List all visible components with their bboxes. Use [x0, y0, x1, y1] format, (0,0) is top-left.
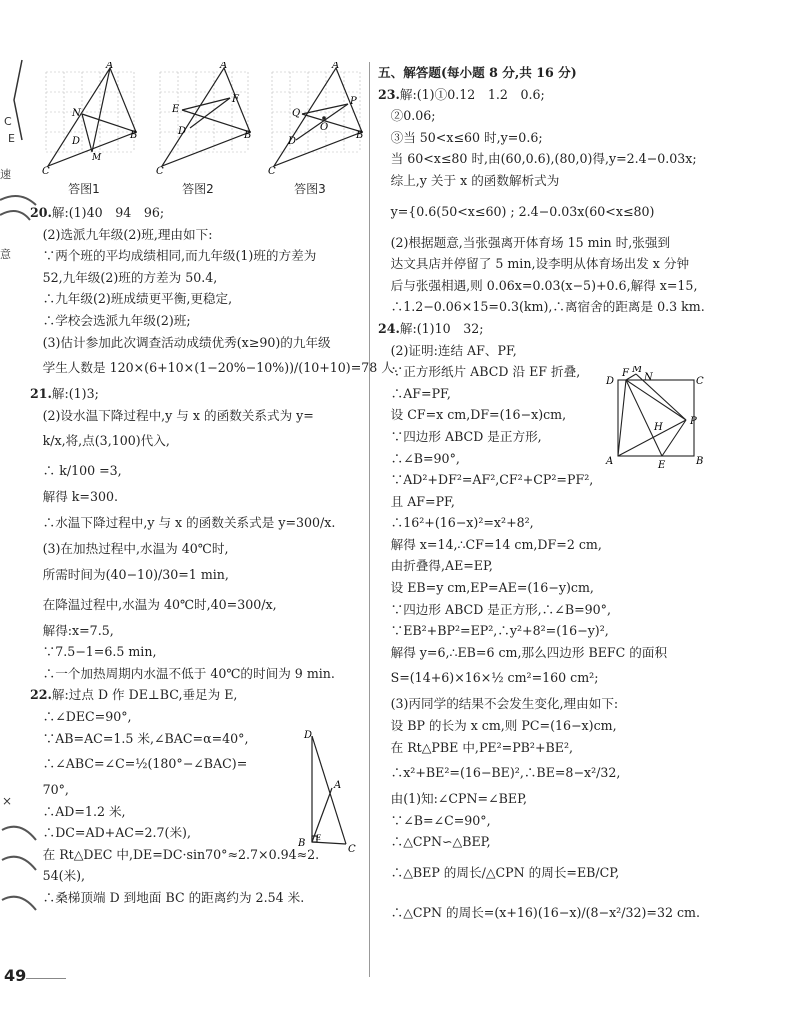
svg-text:E: E [658, 460, 666, 470]
text-line: 达文具店并停留了 5 min,设李明从体育场出发 x 分钟 [378, 256, 690, 272]
svg-text:Q: Q [292, 108, 301, 119]
text-line: 设 EB=y cm,EP=AE=(16−y)cm, [378, 580, 594, 596]
text-line: 综上,y 关于 x 的函数解析式为 [378, 172, 560, 188]
text-line: ∴九年级(2)班成绩更平衡,更稳定, [30, 291, 233, 307]
text-line: (3)在加热过程中,水温为 40℃时, [30, 540, 229, 556]
text-line: ∵正方形纸片 ABCD 沿 EF 折叠, [378, 364, 581, 380]
svg-text:M: M [632, 366, 643, 375]
text-line: ∵AD²+DF²=AF²,CF²+CP²=PF², [378, 472, 594, 488]
text-line: ∵7.5−1=6.5 min, [30, 644, 157, 660]
text-line: 设 CF=x cm,DF=(16−x)cm, [378, 407, 567, 423]
text-line: ∵四边形 ABCD 是正方形, [378, 428, 542, 444]
text-line: ∴1.2−0.06×15=0.3(km),∴离宿舍的距离是 0.3 km. [378, 299, 705, 315]
page-number: 49 [4, 966, 27, 985]
text-line: ∴ k/100 =3, [30, 463, 122, 479]
text-line: ∴桑梯顶端 D 到地面 BC 的距离约为 2.54 米. [30, 890, 305, 906]
text-line: 22.解:过点 D 作 DE⊥BC,垂足为 E, [30, 687, 238, 703]
question-number: 22. [30, 687, 52, 703]
text-line: ∴DC=AD+AC=2.7(米), [30, 825, 191, 841]
text-line: ②0.06; [378, 108, 436, 124]
text-line: 在 Rt△DEC 中,DE=DC·sin70°≈2.7×0.94≈2. [30, 846, 320, 862]
svg-text:B: B [696, 456, 704, 467]
text-line: 由(1)知:∠CPN=∠BEP, [378, 791, 528, 807]
answer-figure-2 [156, 62, 252, 182]
svg-text:A: A [334, 780, 342, 791]
text-line: ∵两个班的平均成绩相同,而九年级(1)班的方差为 [30, 248, 317, 264]
figure-3-caption: 答图3 [294, 182, 326, 196]
svg-text:速: 速 [0, 168, 11, 181]
text-line: ∴x²+BE²=(16−BE)²,∴BE=8−x²/32, [378, 765, 621, 781]
text-line: (2)根据题意,当张强离开体育场 15 min 时,张强到 [378, 234, 671, 250]
text-line: 23.解:(1)①0.12 1.2 0.6; [378, 86, 545, 102]
text-line: ∴∠B=90°, [378, 450, 460, 466]
svg-text:D: D [72, 136, 81, 147]
text-line: ∴△CPN 的周长=(x+16)(16−x)/(8−x²/32)=32 cm. [378, 905, 700, 920]
text-line: ∴学校会选派九年级(2)班; [30, 312, 191, 328]
svg-text:B: B [244, 130, 252, 141]
text-line: y={0.6(50<x≤60) ; 2.4−0.03x(60<x≤80) [378, 203, 655, 219]
text-line: ∴△CPN∽△BEP, [378, 834, 491, 850]
text-line: 解得 y=6,∴EB=6 cm,那么四边形 BEFC 的面积 [378, 644, 668, 660]
svg-text:H: H [654, 422, 663, 433]
text-line: 且 AF=PF, [378, 493, 455, 509]
svg-text:M: M [92, 153, 102, 163]
svg-text:C: C [156, 166, 164, 177]
text-line: 后与张强相遇,则 0.06x=0.03(x−5)+0.6,解得 x=15, [378, 277, 698, 293]
text-line: (3)丙同学的结果不会发生变化,理由如下: [378, 696, 619, 712]
svg-text:E: E [172, 104, 180, 115]
figure-2-caption: 答图2 [182, 182, 214, 196]
text-line: ∴AD=1.2 米, [30, 803, 126, 819]
question-number: 24. [378, 320, 400, 336]
text-line: (3)估计参加此次调查活动成绩优秀(x≥90)的九年级 [30, 334, 331, 350]
svg-text:C: C [696, 376, 704, 387]
text-line: 由折叠得,AE=EP, [378, 558, 493, 574]
folded-square-figure [604, 366, 704, 470]
text-line: 设 BP 的长为 x cm,则 PC=(16−x)cm, [378, 718, 617, 734]
svg-text:A: A [606, 456, 614, 467]
question-number: 21. [30, 386, 52, 402]
svg-text:E: E [8, 132, 15, 145]
text-line: ∴∠ABC=∠C=½(180°−∠BAC)= [30, 756, 248, 772]
text-line: 21.解:(1)3; [30, 386, 99, 402]
svg-text:B: B [298, 838, 306, 849]
answer-figure-3 [268, 62, 364, 182]
text-line: 解得:x=7.5, [30, 622, 114, 638]
text-line: ∴△BEP 的周长/△CPN 的周长=EB/CP, [378, 865, 620, 880]
text-line: 54(米), [30, 868, 86, 884]
svg-text:D: D [288, 136, 297, 147]
right-column [378, 62, 763, 933]
text-line: ③当 50<x≤60 时,y=0.6; [378, 129, 543, 145]
svg-text:D: D [304, 730, 313, 741]
ladder-figure [298, 730, 364, 852]
text-line: 20.解:(1)40 94 96; [30, 205, 165, 220]
text-line: 52,九年级(2)班的方差为 50.4, [30, 269, 218, 285]
text-line: 所需时间为(40−10)/30=1 min, [30, 566, 229, 582]
svg-text:A: A [106, 62, 114, 71]
svg-text:×: × [2, 794, 13, 808]
text-line: 在 Rt△PBE 中,PE²=PB²+BE², [378, 739, 574, 755]
text-line: 解得 k=300. [30, 489, 119, 505]
text-line: ∴水温下降过程中,y 与 x 的函数关系式是 y=300/x. [30, 514, 336, 530]
text-line: k/x,将,点(3,100)代入, [30, 433, 170, 449]
svg-text:F: F [232, 94, 239, 105]
figure-1-caption: 答图1 [68, 182, 100, 196]
svg-text:B: B [130, 130, 138, 141]
svg-text:N: N [644, 372, 653, 383]
text-line: ∵四边形 ABCD 是正方形,∴∠B=90°, [378, 601, 611, 617]
answer-figure-1 [42, 62, 138, 182]
svg-text:C: C [348, 844, 356, 852]
svg-text:C: C [4, 115, 12, 128]
text-line: (2)设水温下降过程中,y 与 x 的函数关系式为 y= [30, 407, 314, 423]
svg-text:P: P [690, 416, 697, 427]
svg-text:N: N [72, 108, 81, 119]
text-line: ∴∠DEC=90°, [30, 708, 132, 724]
svg-text:F: F [622, 368, 629, 379]
text-line: ∵AB=AC=1.5 米,∠BAC=α=40°, [30, 730, 249, 746]
text-line: 五、解答题(每小题 8 分,共 16 分) [378, 65, 577, 80]
svg-text:B: B [356, 130, 364, 141]
svg-text:E: E [316, 834, 322, 842]
text-line: ∴一个加热周期内水温不低于 40℃的时间为 9 min. [30, 665, 335, 681]
svg-text:意: 意 [0, 248, 11, 261]
text-line: ∴AF=PF, [378, 385, 451, 401]
question-number: 20. [30, 205, 52, 220]
text-line: (2)选派九年级(2)班,理由如下: [30, 226, 213, 242]
page-number-rule [26, 978, 66, 979]
svg-text:O: O [320, 122, 329, 133]
text-line: ∴16²+(16−x)²=x²+8², [378, 515, 534, 531]
text-line: 解得 x=14,∴CF=14 cm,DF=2 cm, [378, 536, 602, 552]
text-line: 70°, [30, 782, 69, 798]
text-line: ∵∠B=∠C=90°, [378, 812, 491, 828]
svg-text:D: D [606, 376, 615, 387]
text-line: 当 60<x≤80 时,由(60,0.6),(80,0)得,y=2.4−0.03x; [378, 151, 697, 167]
svg-text:A: A [332, 62, 340, 71]
svg-text:C: C [42, 166, 50, 177]
text-line: 在降温过程中,水温为 40℃时,40=300/x, [30, 596, 277, 612]
svg-text:C: C [268, 166, 276, 177]
text-line: ∵EB²+BP²=EP²,∴y²+8²=(16−y)², [378, 623, 609, 639]
question-number: 23. [378, 86, 400, 102]
column-divider [369, 62, 370, 977]
svg-text:A: A [220, 62, 228, 71]
text-line: 学生人数是 120×(6+10×(1−20%−10%))/(10+10)=78 人. [30, 360, 398, 376]
svg-text:D: D [178, 126, 187, 137]
text-line: S=(14+6)×16×½ cm²=160 cm²; [378, 670, 599, 686]
text-line: 24.解:(1)10 32; [378, 320, 484, 336]
svg-text:P: P [350, 96, 357, 107]
answer-figures [36, 62, 366, 202]
text-line: (2)证明:连结 AF、PF, [378, 342, 517, 358]
